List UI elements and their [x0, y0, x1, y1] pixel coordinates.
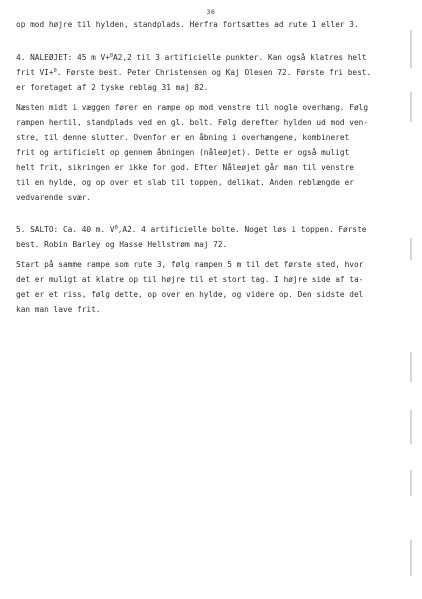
route4-heading-line3: er foretaget af 2 tyske reblag 31 maj 82. [16, 83, 209, 92]
scan-edge-mark [410, 540, 412, 576]
route4-description-line: stre, til denne slutter. Ovenfor er en åbning i overhængene, kombineret [16, 133, 350, 142]
scan-edge-mark [410, 92, 412, 122]
scan-edge-mark [410, 410, 412, 444]
route5-description-line: det er muligt at klatre op til højre til et stort tag. I højre side af ta- [16, 275, 364, 284]
route5-heading-line2: best. Robin Barley og Hasse Hellstrøm maj 72. [16, 240, 228, 249]
route4-description-line: Næsten midt i væggen fører en rampe op mod venstre til nogle overhæng. Følg [16, 103, 369, 112]
route4-heading-line1: 4. NALEØJET: 45 m V+$^0$A2,2 til 3 artificielle punkter. Kan også klatres helt [16, 53, 367, 62]
page-number: 36 [206, 8, 216, 16]
route4-description-line: helt frit, sikringen er ikke for god. Efter Nåleøjet går man til venstre [16, 163, 354, 172]
scan-edge-mark [410, 30, 412, 68]
scan-edge-mark [410, 352, 412, 382]
route4-heading-line2: frit VI+$^0$. Første best. Peter Christensen og Kaj Olesen 72. Første fri best. [16, 68, 372, 77]
route4-description-line: frit og artificielt op gennem åbningen (nåleøjet). Dette er også muligt [16, 148, 350, 157]
route5-heading-line1: 5. SALTO: Ca. 40 m. $V^0,A2$. 4 artificielle bolte. Noget løs i toppen. Første [16, 225, 367, 234]
scan-edge-mark [410, 470, 412, 496]
route5-description-line: kan man lave frit. [16, 305, 101, 314]
route4-description-line: vedvarende svær. [16, 193, 92, 202]
route4-description-line: til en hylde, og op over et slab til toppen, delikat. Anden reblængde er [16, 178, 354, 187]
scan-edge-mark [410, 238, 412, 260]
route5-description-line: Start på samme rampe som rute 3, følg rampen 5 m til det første sted, hvor [16, 260, 364, 269]
route4-description-line: rampen hertil, standplads ved en gl. bolt. Følg derefter hylden ud mod ven- [16, 118, 369, 127]
intro-line: op mod højre til hylden, standplads. Herfra fortsættes ad rute 1 eller 3. [16, 20, 359, 29]
route5-description-line: get er et riss, følg dette, op over en hylde, og videre op. Den sidste del [16, 290, 364, 299]
